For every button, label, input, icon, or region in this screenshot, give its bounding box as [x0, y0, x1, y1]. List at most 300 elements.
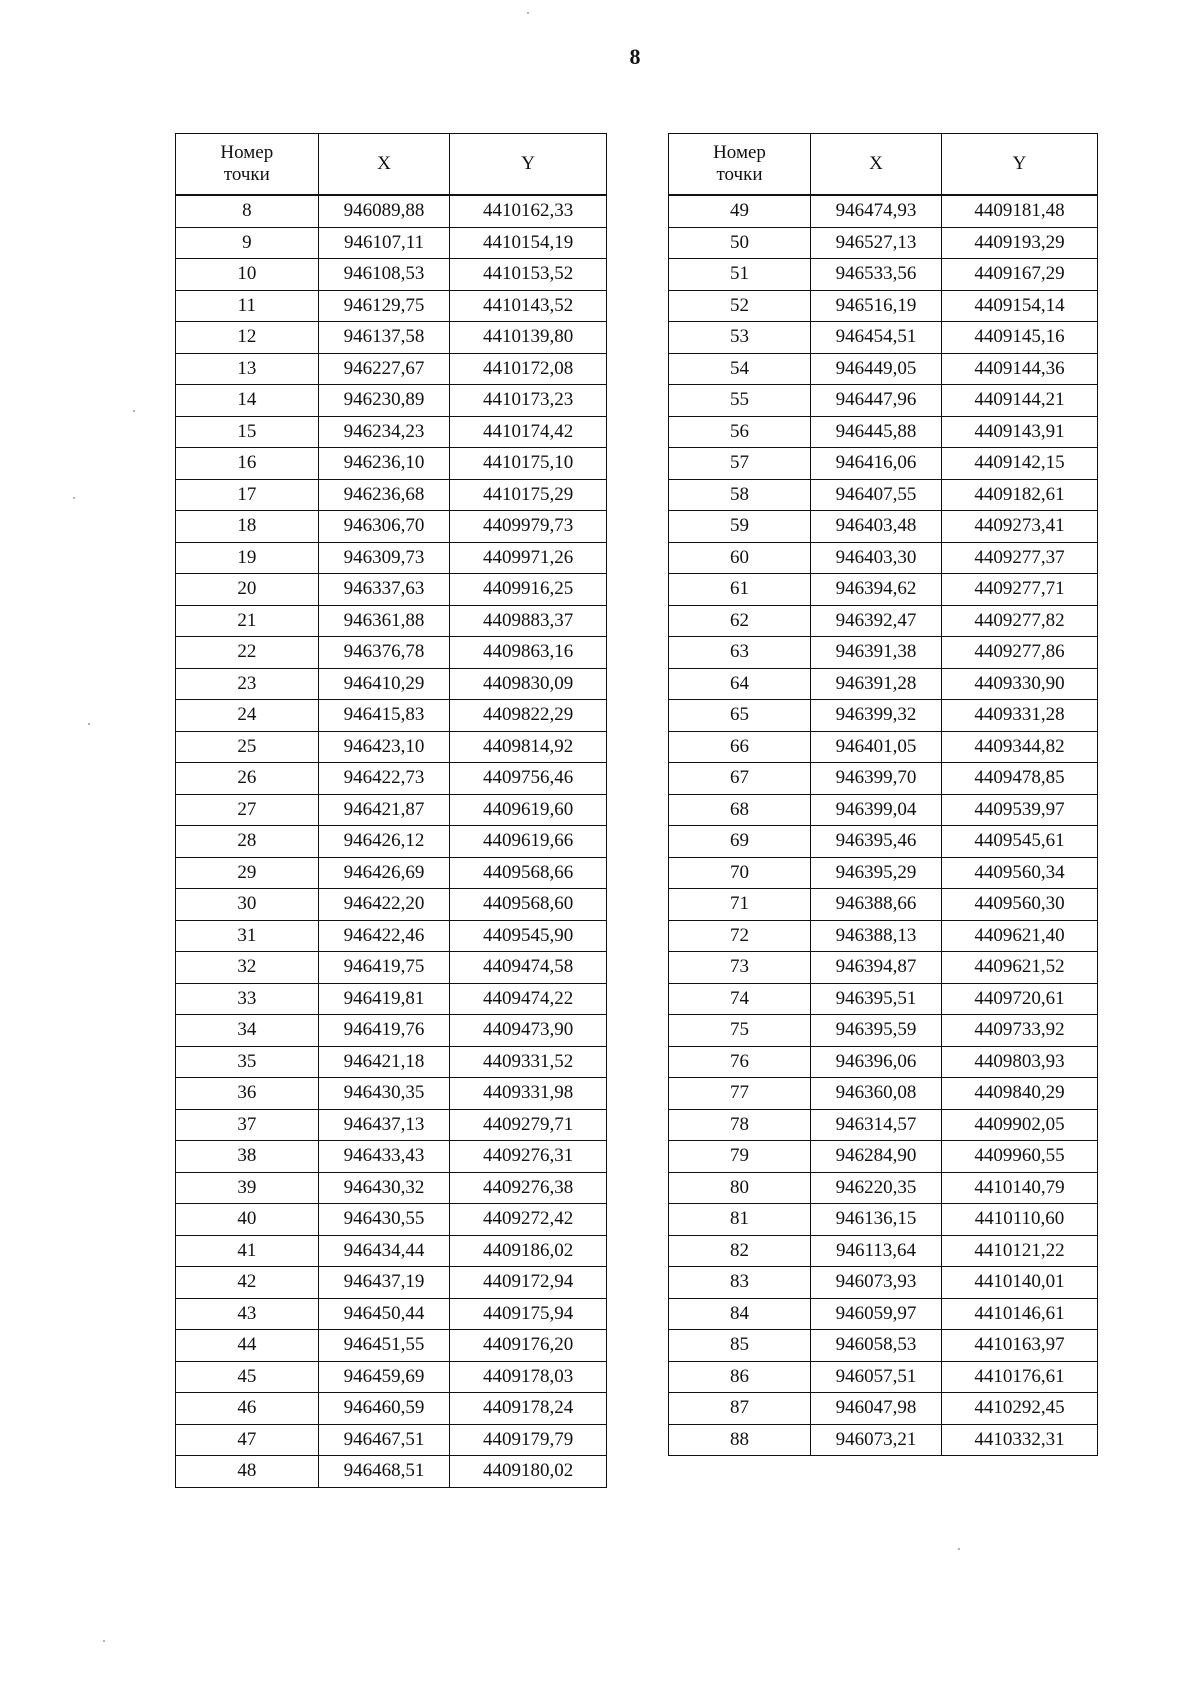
- cell-point-number: 51: [669, 259, 811, 291]
- cell-point-number: 19: [176, 542, 319, 574]
- cell-y: 4409960,55: [942, 1141, 1098, 1173]
- cell-point-number: 11: [176, 290, 319, 322]
- cell-y: 4409143,91: [942, 416, 1098, 448]
- table-row: [176, 1046, 607, 1078]
- table-row: [669, 731, 1098, 763]
- cell-y: 4409180,02: [450, 1456, 607, 1488]
- header-point-line1: Номер: [713, 142, 766, 163]
- header-point-number: [669, 134, 811, 196]
- cell-x: 946047,98: [811, 1393, 942, 1425]
- cell-point-number: 32: [176, 952, 319, 984]
- cell-x: 946459,69: [318, 1361, 450, 1393]
- cell-point-number: 59: [669, 511, 811, 543]
- cell-x: 946449,05: [811, 353, 942, 385]
- cell-x: 946419,76: [318, 1015, 450, 1047]
- cell-x: 946089,88: [318, 195, 450, 227]
- table-row: [176, 1172, 607, 1204]
- cell-x: 946403,30: [811, 542, 942, 574]
- table-row: [669, 479, 1098, 511]
- cell-point-number: 8: [176, 195, 319, 227]
- table-row: [669, 952, 1098, 984]
- cell-x: 946445,88: [811, 416, 942, 448]
- cell-point-number: 78: [669, 1109, 811, 1141]
- cell-y: 4409822,29: [450, 700, 607, 732]
- table-row: [669, 637, 1098, 669]
- cell-point-number: 70: [669, 857, 811, 889]
- table-row: [669, 794, 1098, 826]
- scan-speck: [958, 1548, 960, 1550]
- table-row: [176, 763, 607, 795]
- cell-y: 4410174,42: [450, 416, 607, 448]
- table-row: [176, 290, 607, 322]
- cell-point-number: 72: [669, 920, 811, 952]
- cell-y: 4409181,48: [942, 195, 1098, 227]
- table-row: [176, 826, 607, 858]
- cell-x: 946451,55: [318, 1330, 450, 1362]
- cell-y: 4409331,52: [450, 1046, 607, 1078]
- cell-y: 4409473,90: [450, 1015, 607, 1047]
- cell-point-number: 24: [176, 700, 319, 732]
- cell-y: 4409331,28: [942, 700, 1098, 732]
- cell-x: 946129,75: [318, 290, 450, 322]
- cell-y: 4410154,19: [450, 227, 607, 259]
- cell-x: 946447,96: [811, 385, 942, 417]
- table-row: [669, 1235, 1098, 1267]
- cell-x: 946306,70: [318, 511, 450, 543]
- cell-point-number: 43: [176, 1298, 319, 1330]
- cell-y: 4410176,61: [942, 1361, 1098, 1393]
- cell-x: 946430,55: [318, 1204, 450, 1236]
- table-row: [669, 1204, 1098, 1236]
- cell-y: 4410173,23: [450, 385, 607, 417]
- cell-x: 946395,59: [811, 1015, 942, 1047]
- cell-y: 4409344,82: [942, 731, 1098, 763]
- table-row: [176, 1235, 607, 1267]
- header-point-line1: Номер: [220, 142, 274, 163]
- cell-y: 4409568,60: [450, 889, 607, 921]
- cell-x: 946395,46: [811, 826, 942, 858]
- cell-point-number: 47: [176, 1424, 319, 1456]
- cell-point-number: 67: [669, 763, 811, 795]
- cell-x: 946407,55: [811, 479, 942, 511]
- table-row: [176, 1204, 607, 1236]
- cell-y: 4409840,29: [942, 1078, 1098, 1110]
- table-row: [669, 1267, 1098, 1299]
- cell-point-number: 12: [176, 322, 319, 354]
- cell-point-number: 13: [176, 353, 319, 385]
- table-row: [176, 1078, 607, 1110]
- table-row: [176, 1015, 607, 1047]
- cell-y: 4409176,20: [450, 1330, 607, 1362]
- cell-y: 4409474,58: [450, 952, 607, 984]
- cell-y: 4409154,14: [942, 290, 1098, 322]
- table-row: [669, 290, 1098, 322]
- cell-y: 4409478,85: [942, 763, 1098, 795]
- cell-x: 946468,51: [318, 1456, 450, 1488]
- cell-y: 4410140,01: [942, 1267, 1098, 1299]
- cell-y: 4409733,92: [942, 1015, 1098, 1047]
- table-row: [176, 1298, 607, 1330]
- cell-y: 4409279,71: [450, 1109, 607, 1141]
- table-header: [176, 134, 607, 196]
- cell-y: 4410153,52: [450, 259, 607, 291]
- cell-point-number: 64: [669, 668, 811, 700]
- cell-y: 4409979,73: [450, 511, 607, 543]
- cell-x: 946516,19: [811, 290, 942, 322]
- table-row: [176, 605, 607, 637]
- table-row: [669, 542, 1098, 574]
- cell-x: 946108,53: [318, 259, 450, 291]
- cell-point-number: 66: [669, 731, 811, 763]
- cell-x: 946395,29: [811, 857, 942, 889]
- table-row: [669, 1141, 1098, 1173]
- cell-point-number: 21: [176, 605, 319, 637]
- cell-point-number: 9: [176, 227, 319, 259]
- cell-y: 4410162,33: [450, 195, 607, 227]
- cell-y: 4409276,31: [450, 1141, 607, 1173]
- table-row: [176, 227, 607, 259]
- cell-point-number: 14: [176, 385, 319, 417]
- cell-y: 4409621,40: [942, 920, 1098, 952]
- table-row: [669, 668, 1098, 700]
- cell-y: 4410139,80: [450, 322, 607, 354]
- scan-speck: [527, 12, 529, 14]
- table-row: [669, 1172, 1098, 1204]
- cell-point-number: 30: [176, 889, 319, 921]
- cell-y: 4409803,93: [942, 1046, 1098, 1078]
- table-row: [176, 857, 607, 889]
- cell-x: 946419,75: [318, 952, 450, 984]
- table-row: [669, 700, 1098, 732]
- cell-x: 946399,32: [811, 700, 942, 732]
- table-row: [176, 574, 607, 606]
- table-row: [176, 700, 607, 732]
- table-row: [669, 195, 1098, 227]
- cell-point-number: 31: [176, 920, 319, 952]
- cell-y: 4409145,16: [942, 322, 1098, 354]
- cell-y: 4409186,02: [450, 1235, 607, 1267]
- cell-point-number: 71: [669, 889, 811, 921]
- table-row: [669, 1393, 1098, 1425]
- table-row: [176, 1456, 607, 1488]
- cell-x: 946314,57: [811, 1109, 942, 1141]
- cell-y: 4409916,25: [450, 574, 607, 606]
- table-row: [176, 1267, 607, 1299]
- cell-y: 4409331,98: [450, 1078, 607, 1110]
- cell-y: 4409178,03: [450, 1361, 607, 1393]
- table-row: [669, 448, 1098, 480]
- table-row: [176, 259, 607, 291]
- cell-x: 946107,11: [318, 227, 450, 259]
- cell-point-number: 75: [669, 1015, 811, 1047]
- cell-x: 946394,62: [811, 574, 942, 606]
- table-row: [176, 322, 607, 354]
- cell-x: 946227,67: [318, 353, 450, 385]
- cell-point-number: 17: [176, 479, 319, 511]
- cell-y: 4409179,79: [450, 1424, 607, 1456]
- cell-point-number: 88: [669, 1424, 811, 1456]
- cell-y: 4409902,05: [942, 1109, 1098, 1141]
- cell-y: 4410146,61: [942, 1298, 1098, 1330]
- table-row: [669, 353, 1098, 385]
- cell-point-number: 53: [669, 322, 811, 354]
- cell-y: 4409277,86: [942, 637, 1098, 669]
- cell-y: 4409539,97: [942, 794, 1098, 826]
- cell-x: 946437,19: [318, 1267, 450, 1299]
- table-row: [669, 920, 1098, 952]
- cell-point-number: 49: [669, 195, 811, 227]
- cell-point-number: 37: [176, 1109, 319, 1141]
- cell-point-number: 85: [669, 1330, 811, 1362]
- table-header: [669, 134, 1098, 196]
- cell-x: 946399,04: [811, 794, 942, 826]
- header-x: X: [318, 134, 450, 196]
- cell-x: 946230,89: [318, 385, 450, 417]
- cell-x: 946236,10: [318, 448, 450, 480]
- table-row: [669, 1015, 1098, 1047]
- cell-x: 946391,38: [811, 637, 942, 669]
- table-row: [176, 416, 607, 448]
- cell-y: 4410175,10: [450, 448, 607, 480]
- cell-point-number: 22: [176, 637, 319, 669]
- cell-point-number: 55: [669, 385, 811, 417]
- coordinates-table-right: [668, 133, 1098, 1456]
- cell-point-number: 16: [176, 448, 319, 480]
- cell-x: 946474,93: [811, 195, 942, 227]
- table-row: [176, 889, 607, 921]
- cell-point-number: 83: [669, 1267, 811, 1299]
- cell-point-number: 63: [669, 637, 811, 669]
- cell-x: 946415,83: [318, 700, 450, 732]
- cell-point-number: 77: [669, 1078, 811, 1110]
- cell-point-number: 28: [176, 826, 319, 858]
- cell-point-number: 76: [669, 1046, 811, 1078]
- cell-point-number: 18: [176, 511, 319, 543]
- table-row: [176, 668, 607, 700]
- cell-x: 946430,35: [318, 1078, 450, 1110]
- cell-point-number: 58: [669, 479, 811, 511]
- table-row: [176, 353, 607, 385]
- cell-y: 4409568,66: [450, 857, 607, 889]
- cell-point-number: 38: [176, 1141, 319, 1173]
- cell-point-number: 73: [669, 952, 811, 984]
- cell-point-number: 87: [669, 1393, 811, 1425]
- cell-point-number: 45: [176, 1361, 319, 1393]
- table-row: [176, 448, 607, 480]
- table-row: [176, 1330, 607, 1362]
- table-row: [669, 605, 1098, 637]
- cell-x: 946337,63: [318, 574, 450, 606]
- cell-x: 946391,28: [811, 668, 942, 700]
- cell-point-number: 27: [176, 794, 319, 826]
- table-row: [176, 637, 607, 669]
- cell-x: 946421,18: [318, 1046, 450, 1078]
- cell-point-number: 44: [176, 1330, 319, 1362]
- cell-x: 946422,73: [318, 763, 450, 795]
- cell-y: 4409277,71: [942, 574, 1098, 606]
- cell-point-number: 86: [669, 1361, 811, 1393]
- cell-y: 4409276,38: [450, 1172, 607, 1204]
- cell-y: 4409277,37: [942, 542, 1098, 574]
- cell-point-number: 35: [176, 1046, 319, 1078]
- table-row: [669, 1424, 1098, 1456]
- cell-point-number: 69: [669, 826, 811, 858]
- table-row: [669, 1109, 1098, 1141]
- table-row: [176, 511, 607, 543]
- cell-x: 946467,51: [318, 1424, 450, 1456]
- table-body: [669, 195, 1098, 1456]
- page-number: 8: [629, 44, 641, 69]
- cell-x: 946388,66: [811, 889, 942, 921]
- cell-x: 946234,23: [318, 416, 450, 448]
- cell-x: 946426,12: [318, 826, 450, 858]
- cell-y: 4410163,97: [942, 1330, 1098, 1362]
- cell-y: 4409756,46: [450, 763, 607, 795]
- cell-point-number: 34: [176, 1015, 319, 1047]
- table-row: [176, 1361, 607, 1393]
- header-point-number: [176, 134, 319, 196]
- table-row: [176, 952, 607, 984]
- table-row: [669, 983, 1098, 1015]
- cell-x: 946073,21: [811, 1424, 942, 1456]
- cell-point-number: 74: [669, 983, 811, 1015]
- cell-x: 946426,69: [318, 857, 450, 889]
- table-row: [669, 857, 1098, 889]
- cell-y: 4409144,36: [942, 353, 1098, 385]
- cell-x: 946527,13: [811, 227, 942, 259]
- cell-point-number: 50: [669, 227, 811, 259]
- table-body: [176, 195, 607, 1487]
- cell-x: 946360,08: [811, 1078, 942, 1110]
- cell-x: 946309,73: [318, 542, 450, 574]
- cell-x: 946137,58: [318, 322, 450, 354]
- table-row: [669, 322, 1098, 354]
- table-row: [176, 195, 607, 227]
- table-row: [176, 1424, 607, 1456]
- table-row: [176, 479, 607, 511]
- cell-x: 946422,20: [318, 889, 450, 921]
- cell-x: 946416,06: [811, 448, 942, 480]
- cell-x: 946437,13: [318, 1109, 450, 1141]
- cell-point-number: 68: [669, 794, 811, 826]
- table-row: [176, 794, 607, 826]
- cell-point-number: 61: [669, 574, 811, 606]
- scan-speck: [103, 1640, 105, 1642]
- cell-x: 946236,68: [318, 479, 450, 511]
- table-row: [669, 574, 1098, 606]
- header-point-line2: точки: [223, 164, 270, 185]
- cell-x: 946394,87: [811, 952, 942, 984]
- cell-x: 946454,51: [811, 322, 942, 354]
- header-point-line2: точки: [716, 164, 763, 185]
- cell-point-number: 81: [669, 1204, 811, 1236]
- table-row: [669, 416, 1098, 448]
- table-row: [176, 542, 607, 574]
- cell-y: 4409619,66: [450, 826, 607, 858]
- cell-x: 946401,05: [811, 731, 942, 763]
- cell-x: 946361,88: [318, 605, 450, 637]
- cell-y: 4410110,60: [942, 1204, 1098, 1236]
- cell-y: 4410121,22: [942, 1235, 1098, 1267]
- cell-point-number: 20: [176, 574, 319, 606]
- cell-y: 4409167,29: [942, 259, 1098, 291]
- cell-y: 4409273,41: [942, 511, 1098, 543]
- cell-x: 946220,35: [811, 1172, 942, 1204]
- cell-y: 4409971,26: [450, 542, 607, 574]
- cell-point-number: 26: [176, 763, 319, 795]
- cell-x: 946533,56: [811, 259, 942, 291]
- cell-x: 946113,64: [811, 1235, 942, 1267]
- cell-x: 946422,46: [318, 920, 450, 952]
- cell-x: 946399,70: [811, 763, 942, 795]
- cell-y: 4409144,21: [942, 385, 1098, 417]
- table-row: [669, 259, 1098, 291]
- cell-x: 946419,81: [318, 983, 450, 1015]
- cell-x: 946434,44: [318, 1235, 450, 1267]
- table-row: [176, 920, 607, 952]
- cell-y: 4409142,15: [942, 448, 1098, 480]
- table-row: [669, 1078, 1098, 1110]
- cell-y: 4409172,94: [450, 1267, 607, 1299]
- cell-point-number: 60: [669, 542, 811, 574]
- cell-point-number: 62: [669, 605, 811, 637]
- cell-y: 4409619,60: [450, 794, 607, 826]
- table-row: [669, 1361, 1098, 1393]
- cell-y: 4410175,29: [450, 479, 607, 511]
- table-row: [669, 511, 1098, 543]
- table-row: [669, 826, 1098, 858]
- table-row: [669, 763, 1098, 795]
- cell-y: 4409560,30: [942, 889, 1098, 921]
- cell-x: 946388,13: [811, 920, 942, 952]
- cell-y: 4409330,90: [942, 668, 1098, 700]
- table-row: [176, 385, 607, 417]
- cell-point-number: 80: [669, 1172, 811, 1204]
- cell-point-number: 48: [176, 1456, 319, 1488]
- cell-x: 946057,51: [811, 1361, 942, 1393]
- cell-y: 4410143,52: [450, 290, 607, 322]
- cell-point-number: 84: [669, 1298, 811, 1330]
- scan-speck: [73, 497, 75, 499]
- cell-y: 4409277,82: [942, 605, 1098, 637]
- scan-speck: [133, 410, 135, 412]
- cell-point-number: 54: [669, 353, 811, 385]
- cell-y: 4409621,52: [942, 952, 1098, 984]
- cell-x: 946395,51: [811, 983, 942, 1015]
- cell-x: 946392,47: [811, 605, 942, 637]
- cell-point-number: 46: [176, 1393, 319, 1425]
- cell-point-number: 29: [176, 857, 319, 889]
- cell-y: 4410172,08: [450, 353, 607, 385]
- cell-y: 4409175,94: [450, 1298, 607, 1330]
- cell-point-number: 10: [176, 259, 319, 291]
- table-row: [669, 385, 1098, 417]
- cell-y: 4410140,79: [942, 1172, 1098, 1204]
- cell-y: 4409814,92: [450, 731, 607, 763]
- table-row: [669, 1298, 1098, 1330]
- cell-point-number: 57: [669, 448, 811, 480]
- table-row: [669, 889, 1098, 921]
- cell-x: 946430,32: [318, 1172, 450, 1204]
- table-row: [176, 1109, 607, 1141]
- header-x: X: [811, 134, 942, 196]
- cell-point-number: 65: [669, 700, 811, 732]
- header-y: Y: [450, 134, 607, 196]
- cell-point-number: 42: [176, 1267, 319, 1299]
- cell-point-number: 33: [176, 983, 319, 1015]
- cell-y: 4409883,37: [450, 605, 607, 637]
- table-row: [669, 227, 1098, 259]
